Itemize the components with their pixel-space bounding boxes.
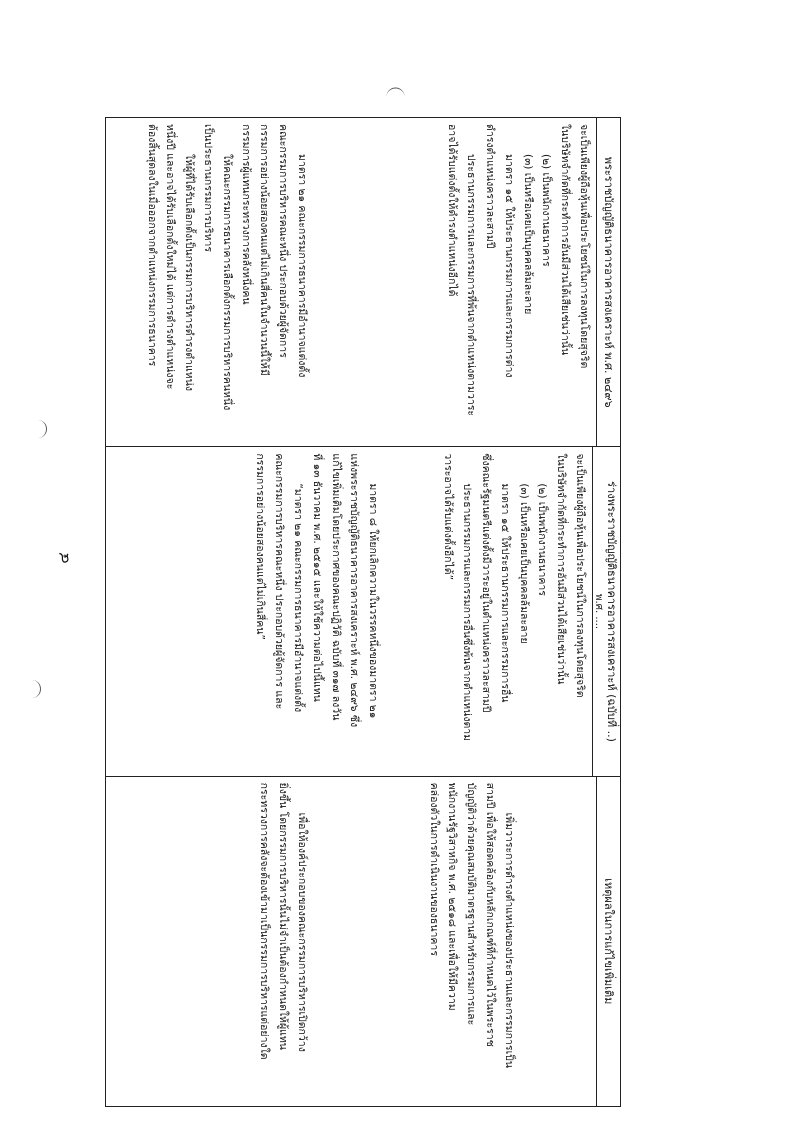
text-line: ในบริษัทจำกัดที่กระทำการอันมีส่วนได้เสียเช่นว่านั้น (559, 124, 572, 356)
text-line (405, 124, 424, 440)
text-line: ให้คณะกรรมการธนาคารเลือกตั้งกรรมการบริหารคนหนึ่ง (220, 154, 233, 411)
text-line (420, 453, 439, 769)
page-number: ๔ (54, 552, 73, 564)
text-line (424, 124, 443, 440)
column-draft-act (106, 447, 620, 776)
column-header: เหตุผลในการแก้ไขเพิ่มเติม (596, 777, 620, 1106)
text-line: ที่ ๑๓ ธันวาคม พ.ศ. ๒๕๑๕ และให้ใช้ความต่อไปนี้แทน (310, 453, 323, 702)
text-line: พนักงานรัฐวิสาหกิจ พ.ศ. ๒๕๑๘ และเพื่อให้มีความ (446, 782, 459, 1011)
text-line: หนึ่งปี และอาจได้รับเลือกตั้งใหม่ได้ แต่การดำรงตำแหน่งจะ (164, 124, 177, 390)
text-line: (๓) เป็นหรือเคยเป็นบุคคลล้มละลาย (521, 154, 534, 315)
text-line: อาจได้รับแต่งตั้งให้ดำรงตำแหน่งอีกได้ (446, 124, 459, 297)
text-line: ซึ่งคณะรัฐมนตรีแต่งตั้งมีวาระอยู่ในตำแหน่งคราวละสามปี (480, 453, 493, 713)
text-line: ประธานกรรมการและกรรมการอื่นซึ่งพ้นจากตำแหน่งตาม (461, 483, 474, 742)
binding-mark (387, 88, 405, 99)
text-line: ให้ผู้ที่ได้รับเลือกตั้งเป็นกรรมการบริหารดำรงตำแหน่ง (183, 154, 196, 391)
text-line (311, 124, 330, 440)
text-line: จะเป็นเพียงผู้ถือหุ้นเพื่อประโยชน์ในการลงทุนโดยสุจริต (574, 453, 586, 698)
text-line: บัญญัติว่าด้วยคุณสมบัติมาตรฐานสำหรับกรรมการและ (465, 782, 478, 1026)
text-line: คล่องตัวในการดำเนินงานของธนาคาร (427, 782, 440, 956)
text-line: แห่งพระราชบัญญัติธนาคารอาคารสงเคราะห์ พ.ศ. ๒๔๙๖ ซึ่ง (348, 453, 361, 728)
text-line: วาระอาจได้รับแต่งตั้งอีกได้” (442, 453, 455, 581)
column-rationale (106, 777, 620, 1106)
text-line: กรรมการผู้แทนกระทรวงการคลังหนึ่งคน (239, 124, 252, 305)
text-line: มาตรา ๒๑ คณะกรรมการธนาคารมีอำนาจแต่งตั้ง (296, 154, 309, 378)
text-line: ประธานกรรมการและกรรมการที่พ้นจากตำแหน่งตามวาระ (465, 154, 478, 417)
text-line (574, 783, 593, 1100)
text-line: ในบริษัทจำกัดที่กระทำการอันมีส่วนได้เสียเช่นว่านั้น (555, 453, 568, 685)
text-line: จะเป็นเพียงผู้ถือหุ้นเพื่อประโยชน์ในการลงทุนโดยสุจริต (578, 124, 590, 369)
text-line (311, 783, 330, 1100)
column-body (106, 447, 592, 775)
text-line: เพื่อให้องค์ประกอบของคณะกรรมการบริหารเปิดกว้าง (296, 812, 309, 1052)
column-header-year: พ.ศ. .... (593, 593, 604, 630)
text-line: มาตรา ๑๕ ให้ประธานกรรมการและกรรมการต่าง (502, 154, 515, 378)
text-line: (๓) เป็นหรือเคยเป็นบุคคลล้มละลาย (517, 483, 530, 644)
text-line: ดำรงตำแหน่งคราวละสามปี (484, 124, 497, 249)
text-line (518, 783, 537, 1100)
text-line: สามปี เพื่อให้สอดคล้องกับหลักเกณฑ์ที่กำหนดไว้ในพระราช (484, 782, 497, 1047)
text-line: กรรมการอย่างน้อยสองคนแต่ไม่เกินสี่คนในจำนวนนี้ให้มี (258, 124, 271, 376)
binding-mark (30, 680, 41, 698)
comparison-sheet (105, 117, 621, 1107)
comparison-table (105, 117, 621, 1107)
text-line (349, 783, 368, 1100)
text-line: (๒) เป็นพนักงานธนาคาร (540, 154, 553, 267)
text-line (405, 783, 424, 1100)
text-line (330, 783, 349, 1100)
text-line: “มาตรา ๒๑ คณะกรรมการธนาคารมีอำนาจแต่งตั้ง (292, 483, 305, 713)
text-line (330, 124, 349, 440)
text-line (367, 783, 386, 1100)
text-line: (๒) เป็นพนักงานธนาคาร (536, 483, 549, 596)
text-line (349, 124, 368, 440)
text-line: กรรมการอย่างน้อยสองคนแต่ไม่เกินสี่คน” (254, 453, 267, 640)
text-line (555, 783, 574, 1100)
text-line (537, 783, 556, 1100)
column-header: พระราชบัญญัติธนาคารอาคารสงเคราะห์ พ.ศ. ๒๔๙๖ (596, 118, 620, 446)
text-line: ต้องสิ้นสุดลงในเมื่อออกจากตำแหน่งกรรมการธนาคาร (145, 124, 158, 367)
text-line: เป็นประธานกรรมการบริหาร (202, 124, 215, 253)
column-header-title: ร่างพระราชบัญญัติธนาคารอาคารสงเคราะห์ (ฉบับที่ ..) (605, 481, 618, 742)
text-line: คณะกรรมการบริหารคณะหนึ่ง ประกอบด้วยผู้จัดการ (277, 124, 290, 358)
column-current-act (106, 118, 620, 447)
text-line: มาตรา ๘ ให้ยกเลิกความในวรรคหนึ่งของมาตรา ๒๑ (367, 483, 380, 719)
column-body (106, 118, 596, 446)
text-line (386, 783, 405, 1100)
text-line: แก้ไขเพิ่มเติมโดยประกาศของคณะปฏิวัติ ฉบับที่ ๓๑๗ ลงวัน (329, 453, 342, 721)
binding-mark (36, 420, 47, 438)
text-line (367, 124, 386, 440)
text-line: คณะกรรมการบริหารคณะหนึ่ง ประกอบด้วยผู้จัดการ และ (273, 453, 286, 710)
text-line: เพิ่มวาระการดำรงตำแหน่งของประธานและกรรมการเป็น (502, 812, 515, 1069)
text-line: ยิ่งขึ้น โดยกรรมการบริหารนั้นไม่จำเป็นต้องกำหนดให้ผู้แทน (277, 782, 290, 1050)
text-line: กระทรวงการคลังจะต้องเข้ามาเป็นกรรมการบริหารแต่อย่างใด (258, 782, 271, 1060)
column-body (106, 777, 596, 1106)
text-line (401, 453, 420, 769)
column-header (592, 447, 620, 775)
text-line: มาตรา ๑๕ ให้ประธานกรรมการและกรรมการอื่น (498, 483, 511, 703)
text-line (382, 453, 401, 769)
text-line (386, 124, 405, 440)
